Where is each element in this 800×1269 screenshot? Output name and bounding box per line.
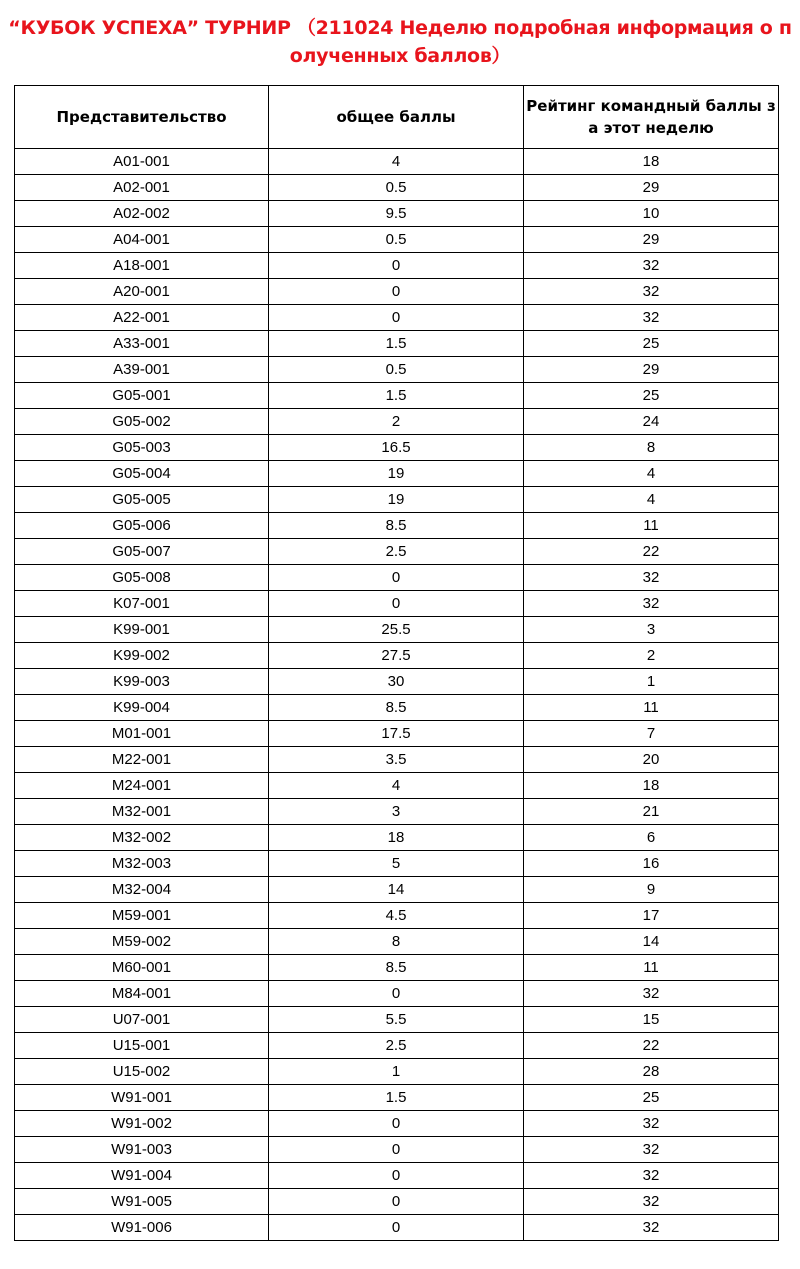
table-row <box>15 955 779 981</box>
cell-total-points: 4 <box>269 773 524 799</box>
cell-representative: A22-001 <box>15 305 269 331</box>
table-row <box>15 1059 779 1085</box>
cell-weekly-rank: 32 <box>524 305 779 331</box>
cell-representative: M32-002 <box>15 825 269 851</box>
cell-weekly-rank: 32 <box>524 565 779 591</box>
cell-representative: A01-001 <box>15 149 269 175</box>
table-row <box>15 435 779 461</box>
cell-weekly-rank: 32 <box>524 1137 779 1163</box>
table-row <box>15 331 779 357</box>
table-row <box>15 591 779 617</box>
table-row <box>15 513 779 539</box>
cell-total-points: 8.5 <box>269 955 524 981</box>
cell-total-points: 27.5 <box>269 643 524 669</box>
cell-total-points: 0 <box>269 981 524 1007</box>
scores-table <box>14 85 779 1241</box>
table-row <box>15 149 779 175</box>
cell-weekly-rank: 11 <box>524 513 779 539</box>
page-title-line-2: олученных баллов） <box>289 45 511 67</box>
cell-representative: W91-002 <box>15 1111 269 1137</box>
cell-representative: U15-002 <box>15 1059 269 1085</box>
cell-total-points: 2 <box>269 409 524 435</box>
cell-total-points: 0.5 <box>269 175 524 201</box>
cell-representative: M22-001 <box>15 747 269 773</box>
cell-total-points: 8.5 <box>269 695 524 721</box>
column-header-representative: Представительство <box>15 86 269 149</box>
cell-weekly-rank: 25 <box>524 383 779 409</box>
cell-weekly-rank: 9 <box>524 877 779 903</box>
cell-total-points: 0 <box>269 1137 524 1163</box>
cell-weekly-rank: 29 <box>524 175 779 201</box>
cell-representative: G05-003 <box>15 435 269 461</box>
table-row <box>15 201 779 227</box>
cell-representative: M59-002 <box>15 929 269 955</box>
cell-representative: W91-005 <box>15 1189 269 1215</box>
cell-representative: W91-006 <box>15 1215 269 1241</box>
cell-weekly-rank: 4 <box>524 487 779 513</box>
cell-representative: G05-008 <box>15 565 269 591</box>
cell-representative: M24-001 <box>15 773 269 799</box>
cell-weekly-rank: 16 <box>524 851 779 877</box>
table-row <box>15 851 779 877</box>
cell-total-points: 25.5 <box>269 617 524 643</box>
table-row <box>15 1111 779 1137</box>
cell-weekly-rank: 32 <box>524 1163 779 1189</box>
cell-total-points: 0 <box>269 591 524 617</box>
cell-representative: M32-001 <box>15 799 269 825</box>
cell-weekly-rank: 24 <box>524 409 779 435</box>
table-header <box>15 86 779 149</box>
table-row <box>15 643 779 669</box>
cell-representative: K07-001 <box>15 591 269 617</box>
cell-weekly-rank: 3 <box>524 617 779 643</box>
cell-representative: A39-001 <box>15 357 269 383</box>
cell-representative: M01-001 <box>15 721 269 747</box>
cell-total-points: 2.5 <box>269 539 524 565</box>
cell-weekly-rank: 32 <box>524 1215 779 1241</box>
column-header-total-points: общее баллы <box>269 86 524 149</box>
cell-total-points: 3 <box>269 799 524 825</box>
cell-total-points: 2.5 <box>269 1033 524 1059</box>
table-row <box>15 747 779 773</box>
cell-representative: M84-001 <box>15 981 269 1007</box>
cell-representative: G05-007 <box>15 539 269 565</box>
cell-weekly-rank: 29 <box>524 357 779 383</box>
cell-representative: M60-001 <box>15 955 269 981</box>
table-row <box>15 227 779 253</box>
cell-total-points: 0 <box>269 305 524 331</box>
table-row <box>15 1137 779 1163</box>
cell-total-points: 14 <box>269 877 524 903</box>
table-row <box>15 357 779 383</box>
table-row <box>15 981 779 1007</box>
cell-representative: K99-001 <box>15 617 269 643</box>
cell-weekly-rank: 18 <box>524 149 779 175</box>
cell-weekly-rank: 32 <box>524 279 779 305</box>
table-row <box>15 903 779 929</box>
cell-representative: W91-003 <box>15 1137 269 1163</box>
cell-representative: K99-004 <box>15 695 269 721</box>
cell-total-points: 4.5 <box>269 903 524 929</box>
cell-representative: M32-003 <box>15 851 269 877</box>
table-row <box>15 799 779 825</box>
cell-weekly-rank: 6 <box>524 825 779 851</box>
table-row <box>15 565 779 591</box>
cell-weekly-rank: 8 <box>524 435 779 461</box>
table-body <box>15 149 779 1241</box>
table-row <box>15 1215 779 1241</box>
cell-weekly-rank: 18 <box>524 773 779 799</box>
cell-representative: M32-004 <box>15 877 269 903</box>
cell-weekly-rank: 29 <box>524 227 779 253</box>
cell-total-points: 0.5 <box>269 227 524 253</box>
page-title <box>0 14 800 70</box>
cell-weekly-rank: 25 <box>524 1085 779 1111</box>
table-row <box>15 461 779 487</box>
cell-total-points: 0 <box>269 1215 524 1241</box>
table-row <box>15 773 779 799</box>
cell-total-points: 1.5 <box>269 1085 524 1111</box>
table-row <box>15 279 779 305</box>
page-title-line-1: “КУБОК УСПЕХА” ТУРНИР （211024 Неделю подробная информация о п <box>8 17 792 39</box>
cell-total-points: 5 <box>269 851 524 877</box>
cell-weekly-rank: 11 <box>524 955 779 981</box>
cell-representative: A02-001 <box>15 175 269 201</box>
cell-weekly-rank: 1 <box>524 669 779 695</box>
cell-weekly-rank: 2 <box>524 643 779 669</box>
table-row <box>15 617 779 643</box>
cell-weekly-rank: 21 <box>524 799 779 825</box>
cell-total-points: 3.5 <box>269 747 524 773</box>
cell-weekly-rank: 22 <box>524 539 779 565</box>
cell-weekly-rank: 25 <box>524 331 779 357</box>
cell-representative: A18-001 <box>15 253 269 279</box>
table-row <box>15 175 779 201</box>
cell-representative: W91-004 <box>15 1163 269 1189</box>
cell-total-points: 8.5 <box>269 513 524 539</box>
cell-total-points: 9.5 <box>269 201 524 227</box>
cell-representative: U15-001 <box>15 1033 269 1059</box>
cell-weekly-rank: 7 <box>524 721 779 747</box>
cell-total-points: 19 <box>269 461 524 487</box>
cell-representative: K99-003 <box>15 669 269 695</box>
cell-representative: G05-006 <box>15 513 269 539</box>
table-row <box>15 669 779 695</box>
cell-total-points: 0 <box>269 1111 524 1137</box>
cell-total-points: 19 <box>269 487 524 513</box>
cell-weekly-rank: 32 <box>524 253 779 279</box>
cell-total-points: 1.5 <box>269 331 524 357</box>
cell-representative: A02-002 <box>15 201 269 227</box>
table-row <box>15 877 779 903</box>
table-row <box>15 825 779 851</box>
cell-total-points: 30 <box>269 669 524 695</box>
cell-representative: A04-001 <box>15 227 269 253</box>
table-row <box>15 539 779 565</box>
cell-weekly-rank: 17 <box>524 903 779 929</box>
cell-total-points: 17.5 <box>269 721 524 747</box>
cell-weekly-rank: 32 <box>524 981 779 1007</box>
cell-representative: G05-002 <box>15 409 269 435</box>
cell-total-points: 18 <box>269 825 524 851</box>
cell-total-points: 5.5 <box>269 1007 524 1033</box>
table-row <box>15 487 779 513</box>
cell-total-points: 8 <box>269 929 524 955</box>
cell-weekly-rank: 32 <box>524 591 779 617</box>
cell-weekly-rank: 28 <box>524 1059 779 1085</box>
cell-representative: G05-001 <box>15 383 269 409</box>
table-row <box>15 721 779 747</box>
cell-representative: M59-001 <box>15 903 269 929</box>
cell-total-points: 16.5 <box>269 435 524 461</box>
cell-representative: U07-001 <box>15 1007 269 1033</box>
cell-weekly-rank: 10 <box>524 201 779 227</box>
cell-total-points: 0 <box>269 253 524 279</box>
table-row <box>15 1007 779 1033</box>
table-row <box>15 1189 779 1215</box>
cell-total-points: 1 <box>269 1059 524 1085</box>
cell-weekly-rank: 32 <box>524 1189 779 1215</box>
cell-representative: G05-004 <box>15 461 269 487</box>
cell-total-points: 0 <box>269 1163 524 1189</box>
cell-weekly-rank: 15 <box>524 1007 779 1033</box>
table-row <box>15 1033 779 1059</box>
table-row <box>15 383 779 409</box>
table-row <box>15 929 779 955</box>
cell-weekly-rank: 20 <box>524 747 779 773</box>
cell-weekly-rank: 11 <box>524 695 779 721</box>
table-row <box>15 695 779 721</box>
cell-representative: K99-002 <box>15 643 269 669</box>
cell-weekly-rank: 14 <box>524 929 779 955</box>
cell-representative: A20-001 <box>15 279 269 305</box>
cell-representative: G05-005 <box>15 487 269 513</box>
cell-weekly-rank: 32 <box>524 1111 779 1137</box>
cell-weekly-rank: 4 <box>524 461 779 487</box>
cell-weekly-rank: 22 <box>524 1033 779 1059</box>
table-row <box>15 1085 779 1111</box>
cell-representative: W91-001 <box>15 1085 269 1111</box>
table-row <box>15 253 779 279</box>
table-row <box>15 305 779 331</box>
table-row <box>15 409 779 435</box>
cell-total-points: 0.5 <box>269 357 524 383</box>
column-header-weekly-rank: Рейтинг командный баллы з а этот неделю <box>524 86 779 149</box>
table-row <box>15 1163 779 1189</box>
table-header-row <box>15 86 779 149</box>
cell-total-points: 0 <box>269 1189 524 1215</box>
cell-representative: A33-001 <box>15 331 269 357</box>
cell-total-points: 0 <box>269 565 524 591</box>
cell-total-points: 0 <box>269 279 524 305</box>
cell-total-points: 4 <box>269 149 524 175</box>
cell-total-points: 1.5 <box>269 383 524 409</box>
